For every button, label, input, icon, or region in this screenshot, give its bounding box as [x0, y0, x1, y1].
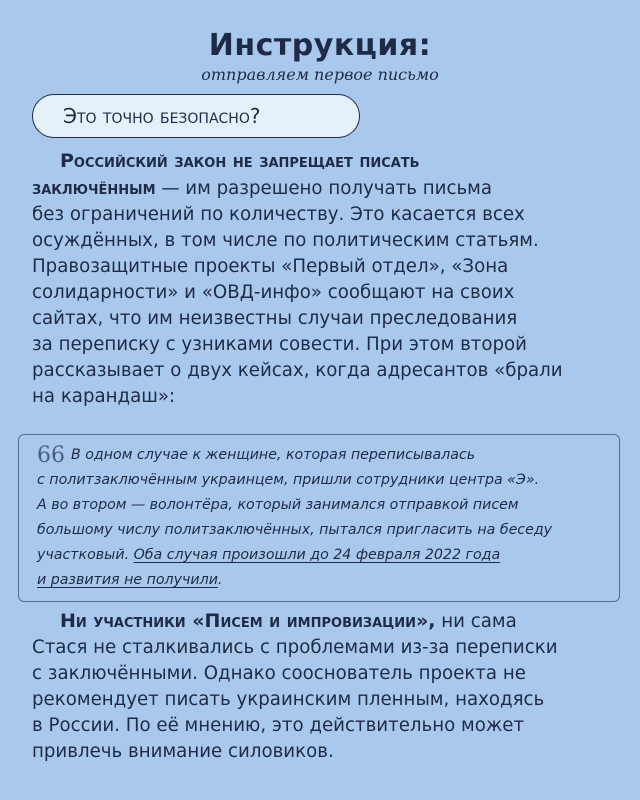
paragraph-line: в России. По её мнению, это действительно может: [32, 715, 525, 736]
quote-underlined-text: Оба случая произошли до 24 февраля 2022 года: [133, 547, 501, 563]
paragraph-text: — им разрешено получать письма: [155, 178, 493, 199]
quote-line: [37, 543, 609, 568]
section-heading-pill: Это точно безопасно?: [32, 94, 360, 138]
paragraph-line: рекомендует писать украинским пленным, находясь: [32, 689, 545, 710]
quote-text: .: [217, 572, 223, 588]
paragraph-line: привлечь внимание силовиков.: [32, 741, 334, 762]
header: [0, 28, 640, 84]
quote-text: В одном случае к женщине, которая переписывалась: [71, 447, 476, 463]
paragraph-line: сайтах, что им неизвестны случаи преследования: [32, 308, 518, 329]
paragraph-law: [32, 148, 612, 410]
page-title: Инструкция:: [208, 28, 432, 63]
paragraph-line: [32, 175, 612, 202]
quote-box: [18, 434, 620, 602]
quote-line: большому числу политзаключённых, пытался пригласить на беседу: [37, 522, 553, 538]
quote-underlined-text: и развития не получили: [37, 572, 218, 588]
paragraph-line: на карандаш»:: [32, 386, 176, 407]
paragraph-lead: Ни участники «Писем и импровизации»,: [60, 610, 436, 632]
quote-text: участковый.: [37, 547, 134, 563]
paragraph-line: [32, 148, 612, 175]
quote-line: [37, 443, 609, 468]
paragraph-line: солидарности» и «ОВД-инфо» сообщают на своих: [32, 282, 515, 303]
paragraph-line: осуждённых, в том числе по политическим статьям.: [32, 230, 539, 251]
quote-line: с политзаключённым украинцем, пришли сотрудники центра «Э».: [37, 472, 540, 488]
paragraph-line: без ограничений по количеству. Это касается всех: [32, 204, 525, 225]
paragraph-participants: [32, 608, 612, 765]
paragraph-lead-cont: заключённым: [32, 177, 156, 199]
paragraph-line: рассказывает о двух кейсах, когда адресантов «брали: [32, 360, 563, 381]
paragraph-lead: Российский закон не запрещает писать: [60, 150, 420, 172]
paragraph-line: [32, 608, 612, 635]
quote-line: А во втором — волонтёра, который занимался отправкой писем: [37, 497, 519, 513]
paragraph-text: ни сама: [435, 611, 517, 632]
paragraph-line: Правозащитные проекты «Первый отдел», «Зона: [32, 256, 509, 277]
page-subtitle: отправляем первое письмо: [201, 65, 439, 84]
quote-mark-icon: 66: [37, 443, 65, 468]
paragraph-line: с заключёнными. Однако сооснователь проекта не: [32, 663, 526, 684]
paragraph-line: за переписку с узниками совести. При этом второй: [32, 334, 528, 355]
paragraph-line: Стася не сталкивались с проблемами из-за переписки: [32, 637, 558, 658]
quote-line: [37, 568, 609, 593]
